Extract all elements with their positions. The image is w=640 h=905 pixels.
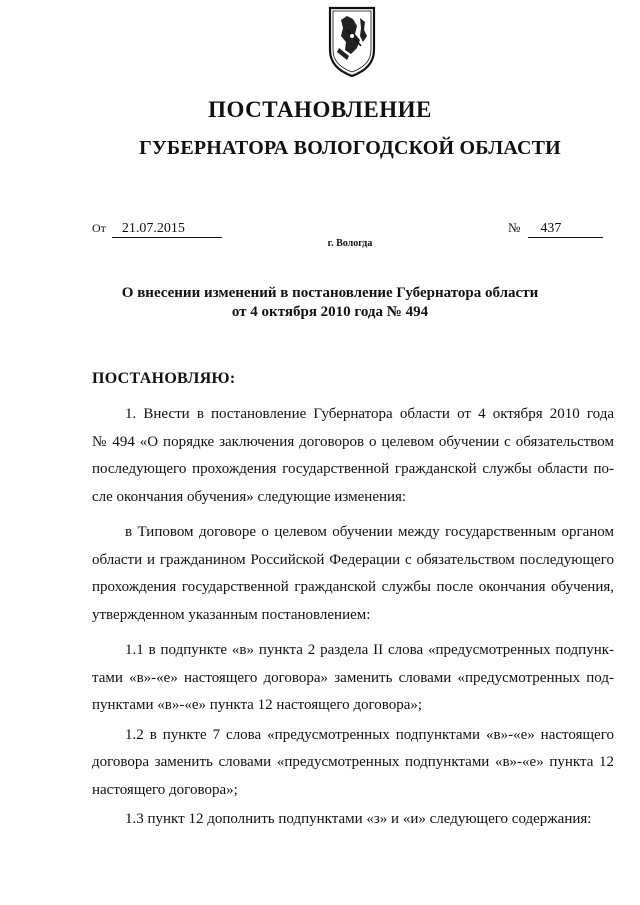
text-line: последующего прохождения государственной гражданской службы области по- [92, 461, 614, 477]
decree-heading: ПОСТАНОВЛЯЮ: [92, 370, 236, 387]
text-line: договора заменить словами «предусмотренных подпунктами «в»-«е» пункта 12 [92, 754, 614, 770]
number-field [508, 220, 603, 238]
text-line: 1.2 в пункте 7 слова «предусмотренных подпунктами «в»-«е» настоящего [125, 726, 614, 743]
paragraph-5 [92, 806, 614, 834]
text-line: 1.3 пункт 12 дополнить подпунктами «з» и «и» следующего содержания: [125, 811, 592, 827]
text-line: 1. Внести в постановление Губернатора области от 4 октября 2010 года [125, 406, 614, 422]
text-line: пунктами «в»-«е» пункта 12 настоящего договора»; [92, 697, 423, 713]
city-label: г. Вологда [327, 238, 373, 249]
date-value: 21.07.2015 [112, 221, 222, 238]
from-label: От [92, 221, 106, 235]
document-issuer: ГУБЕРНАТОРА ВОЛОГОДСКОЙ ОБЛАСТИ [139, 137, 561, 159]
text-line: тами «в»-«е» настоящего договора» заменить словами «предусмотренных под- [92, 669, 614, 686]
number-sign: № [508, 220, 521, 235]
document-title: ПОСТАНОВЛЕНИЕ [208, 97, 432, 122]
text-line: прохождения государственной гражданской службы после окончания обучения, [92, 579, 614, 595]
number-value: 437 [528, 221, 603, 238]
subject-line-1: О внесении изменений в постановление Губернатора области [121, 285, 539, 301]
subject-line-2: от 4 октября 2010 года № 494 [231, 304, 429, 320]
text-line: № 494 «О порядке заключения договоров о целевом обучении с обязательством [92, 433, 614, 450]
text-line: в Типовом договоре о целевом обучении между государственным органом [125, 524, 614, 540]
document-subject [100, 284, 560, 322]
text-line: утвержденном указанным постановлением: [92, 606, 371, 623]
date-field [92, 220, 222, 238]
paragraph-1 [92, 401, 614, 511]
paragraph-4 [92, 722, 614, 805]
text-line: настоящего договора»; [92, 781, 238, 798]
coat-of-arms-icon [327, 6, 377, 78]
text-line: области и гражданином Российской Федерации с обязательством последующего [92, 551, 614, 568]
paragraph-2 [92, 519, 614, 629]
document-body [92, 401, 614, 834]
text-line: 1.1 в подпункте «в» пункта 2 раздела II слова «предусмотренных подпунк- [125, 642, 614, 658]
text-line: сле окончания обучения» следующие изменения: [92, 488, 407, 505]
paragraph-3 [92, 637, 614, 720]
